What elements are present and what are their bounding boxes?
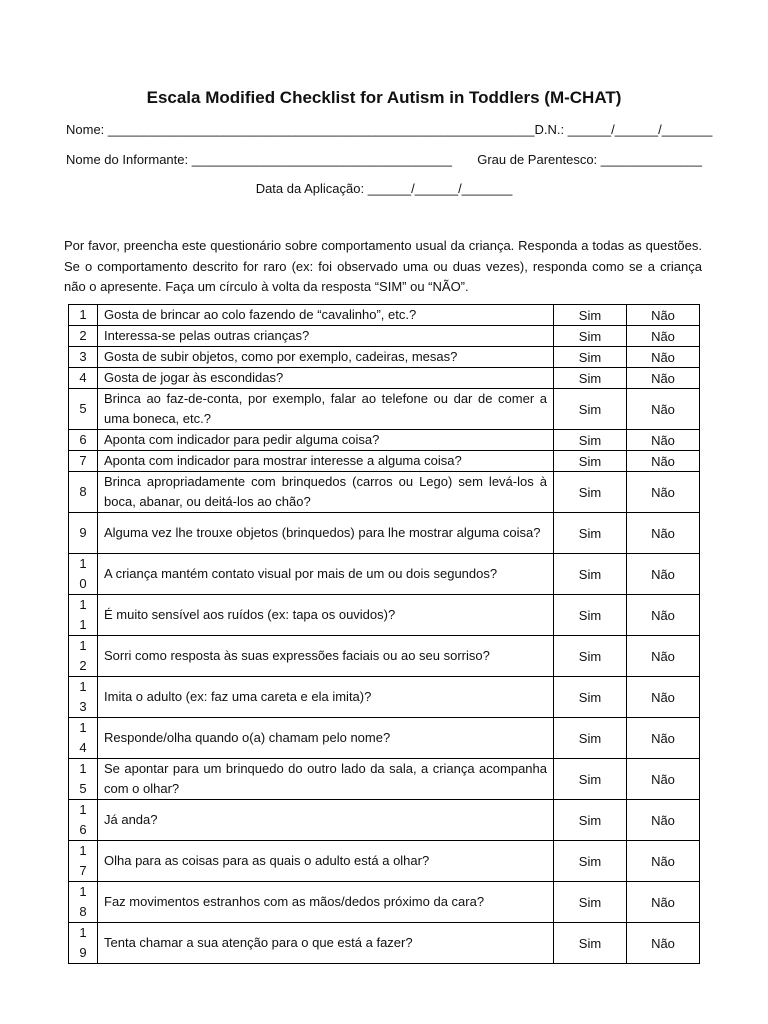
question-number: 10	[79, 556, 87, 591]
informant-field[interactable]: Nome do Informante: ____________________________________	[66, 152, 453, 167]
answer-no-option[interactable]: Não	[627, 882, 700, 923]
question-number: 7	[79, 453, 87, 468]
instructions-paragraph: Por favor, preencha este questionário sobre comportamento usual da criança. Responda a todas as questões. Se o comportamento descrito for raro (ex: foi observado uma ou duas vezes), responda como se a criança não o apresente. Faça um círculo à volta da resposta “SIM” ou “NÃO”.	[64, 238, 702, 294]
answer-yes-option[interactable]: Sim	[554, 841, 627, 882]
question-number-cell	[69, 759, 98, 800]
question-number: 6	[79, 432, 87, 447]
table-row	[69, 677, 700, 718]
answer-yes-option[interactable]: Sim	[554, 430, 627, 451]
question-number: 1	[79, 307, 87, 322]
table-row	[69, 472, 700, 513]
question-number-cell	[69, 636, 98, 677]
question-number-cell	[69, 882, 98, 923]
answer-no-option[interactable]: Não	[627, 677, 700, 718]
question-number-cell	[69, 677, 98, 718]
question-text: Sorri como resposta às suas expressões faciais ou ao seu sorriso?	[98, 636, 554, 677]
table-row	[69, 800, 700, 841]
table-row	[69, 326, 700, 347]
answer-no-option[interactable]: Não	[627, 800, 700, 841]
question-text: A criança mantém contato visual por mais de um ou dois segundos?	[98, 554, 554, 595]
table-row	[69, 882, 700, 923]
answer-yes-option[interactable]: Sim	[554, 554, 627, 595]
answer-no-option[interactable]: Não	[627, 451, 700, 472]
table-row	[69, 759, 700, 800]
answer-yes-option[interactable]: Sim	[554, 800, 627, 841]
answer-yes-option[interactable]: Sim	[554, 636, 627, 677]
questionnaire-table	[68, 304, 700, 964]
table-row	[69, 347, 700, 368]
answer-no-option[interactable]: Não	[627, 841, 700, 882]
question-number: 12	[79, 638, 87, 673]
question-number: 3	[79, 349, 87, 364]
table-row	[69, 923, 700, 964]
question-number-cell	[69, 595, 98, 636]
table-row	[69, 451, 700, 472]
relationship-field[interactable]: Grau de Parentesco: ______________	[477, 152, 702, 167]
question-number-cell	[69, 841, 98, 882]
answer-yes-option[interactable]: Sim	[554, 513, 627, 554]
question-text: Já anda?	[98, 800, 554, 841]
answer-yes-option[interactable]: Sim	[554, 923, 627, 964]
answer-no-option[interactable]: Não	[627, 759, 700, 800]
question-text: Olha para as coisas para as quais o adulto está a olhar?	[98, 841, 554, 882]
answer-no-option[interactable]: Não	[627, 368, 700, 389]
question-number: 18	[79, 884, 87, 919]
question-number: 9	[79, 525, 87, 540]
answer-no-option[interactable]: Não	[627, 595, 700, 636]
question-text: Imita o adulto (ex: faz uma careta e ela imita)?	[98, 677, 554, 718]
answer-yes-option[interactable]: Sim	[554, 472, 627, 513]
question-text: É muito sensível aos ruídos (ex: tapa os ouvidos)?	[98, 595, 554, 636]
question-text: Responde/olha quando o(a) chamam pelo nome?	[98, 718, 554, 759]
table-row	[69, 718, 700, 759]
question-number-cell	[69, 923, 98, 964]
answer-yes-option[interactable]: Sim	[554, 451, 627, 472]
answer-no-option[interactable]: Não	[627, 923, 700, 964]
question-text: Interessa-se pelas outras crianças?	[98, 326, 554, 347]
answer-no-option[interactable]: Não	[627, 472, 700, 513]
question-number: 8	[79, 484, 87, 499]
table-row	[69, 368, 700, 389]
table-row	[69, 430, 700, 451]
question-text: Aponta com indicador para mostrar interesse a alguma coisa?	[98, 451, 554, 472]
question-text: Brinca apropriadamente com brinquedos (carros ou Lego) sem levá-los à boca, abanar, ou deitá-los ao chão?	[98, 472, 554, 513]
question-number: 4	[79, 370, 87, 385]
question-number: 16	[79, 802, 87, 837]
question-text: Se apontar para um brinquedo do outro lado da sala, a criança acompanha com o olhar?	[98, 759, 554, 800]
answer-no-option[interactable]: Não	[627, 326, 700, 347]
question-number: 19	[79, 925, 87, 960]
answer-no-option[interactable]: Não	[627, 513, 700, 554]
question-number-cell	[69, 430, 98, 451]
table-row	[69, 513, 700, 554]
question-number-cell	[69, 451, 98, 472]
question-number-cell	[69, 389, 98, 430]
question-number-cell	[69, 347, 98, 368]
question-number: 15	[79, 761, 87, 796]
answer-no-option[interactable]: Não	[627, 305, 700, 326]
table-row	[69, 389, 700, 430]
question-text: Faz movimentos estranhos com as mãos/dedos próximo da cara?	[98, 882, 554, 923]
table-row	[69, 305, 700, 326]
question-text: Tenta chamar a sua atenção para o que está a fazer?	[98, 923, 554, 964]
dob-field[interactable]: D.N.: ______/______/_______	[534, 122, 713, 137]
question-number: 17	[79, 843, 87, 878]
question-number-cell	[69, 326, 98, 347]
answer-no-option[interactable]: Não	[627, 389, 700, 430]
answer-no-option[interactable]: Não	[627, 636, 700, 677]
page-title: Escala Modified Checklist for Autism in Toddlers (M-CHAT)	[146, 88, 622, 107]
question-number-cell	[69, 472, 98, 513]
answer-yes-option[interactable]: Sim	[554, 389, 627, 430]
answer-yes-option[interactable]: Sim	[554, 595, 627, 636]
question-number-cell	[69, 718, 98, 759]
informant-row	[66, 152, 702, 167]
question-number-cell	[69, 554, 98, 595]
answer-yes-option[interactable]: Sim	[554, 326, 627, 347]
question-text: Gosta de jogar às escondidas?	[98, 368, 554, 389]
table-row	[69, 554, 700, 595]
table-row	[69, 841, 700, 882]
question-text: Alguma vez lhe trouxe objetos (brinquedos) para lhe mostrar alguma coisa?	[98, 513, 554, 554]
question-number: 5	[79, 401, 87, 416]
question-number-cell	[69, 368, 98, 389]
answer-yes-option[interactable]: Sim	[554, 718, 627, 759]
answer-no-option[interactable]: Não	[627, 718, 700, 759]
answer-yes-option[interactable]: Sim	[554, 677, 627, 718]
answer-no-option[interactable]: Não	[627, 554, 700, 595]
answer-yes-option[interactable]: Sim	[554, 759, 627, 800]
question-text: Gosta de subir objetos, como por exemplo, cadeiras, mesas?	[98, 347, 554, 368]
question-number-cell	[69, 305, 98, 326]
answer-yes-option[interactable]: Sim	[554, 347, 627, 368]
question-number: 11	[79, 597, 87, 632]
question-text: Gosta de brincar ao colo fazendo de “cavalinho”, etc.?	[98, 305, 554, 326]
answer-yes-option[interactable]: Sim	[554, 882, 627, 923]
name-field[interactable]: Nome: ___________________________________________________________	[66, 122, 535, 137]
question-text: Brinca ao faz-de-conta, por exemplo, falar ao telefone ou dar de comer a uma boneca, etc.?	[98, 389, 554, 430]
question-number: 13	[79, 679, 87, 714]
answer-no-option[interactable]: Não	[627, 347, 700, 368]
answer-yes-option[interactable]: Sim	[554, 305, 627, 326]
question-number-cell	[69, 800, 98, 841]
name-dob-row	[66, 122, 713, 137]
question-number: 14	[79, 720, 87, 755]
table-row	[69, 595, 700, 636]
question-text: Aponta com indicador para pedir alguma coisa?	[98, 430, 554, 451]
question-number: 2	[79, 328, 87, 343]
answer-yes-option[interactable]: Sim	[554, 368, 627, 389]
question-number-cell	[69, 513, 98, 554]
answer-no-option[interactable]: Não	[627, 430, 700, 451]
application-date-field[interactable]: Data da Aplicação: ______/______/_______	[255, 181, 513, 196]
table-row	[69, 636, 700, 677]
